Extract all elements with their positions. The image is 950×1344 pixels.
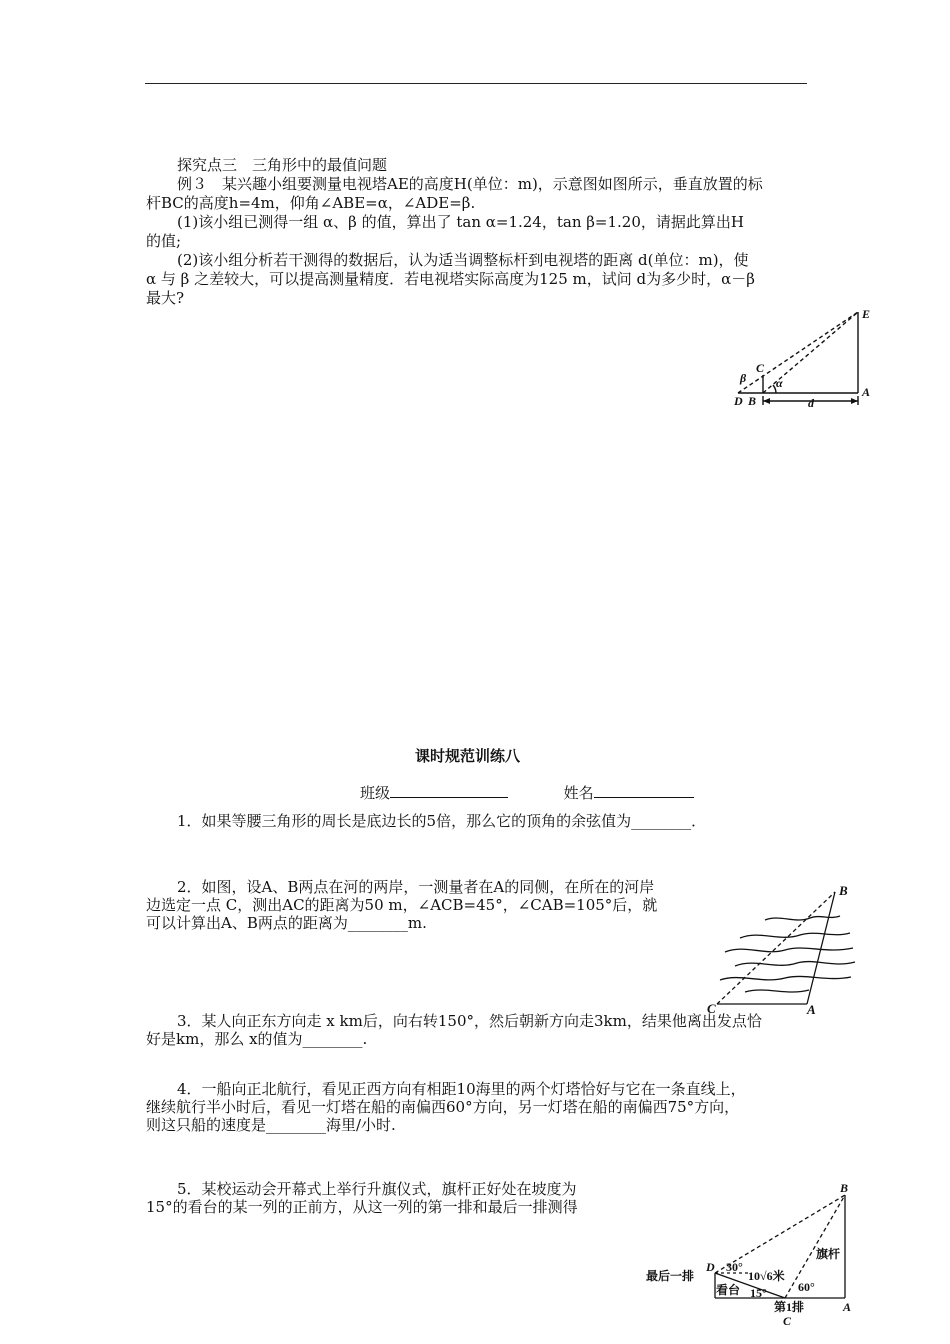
wave-3 (725, 948, 853, 952)
tower-figure (728, 300, 888, 410)
label-first-row: 第1排 (774, 1300, 805, 1314)
side-CB (717, 892, 835, 1004)
question2-line1: (2)该小组分析若干测得的数据后，认为适当调整标杆到电视塔的距离 d(单位：m)，使 (177, 251, 749, 269)
label-C: C (783, 1314, 792, 1328)
name-label: 姓名 (563, 784, 594, 802)
label-B: B (839, 883, 848, 898)
river-figure (705, 880, 865, 1015)
class-name-row (360, 783, 694, 803)
problem1: 1．如果等腰三角形的周长是底边长的5倍，那么它的顶角的余弦值为________． (177, 812, 707, 830)
label-angle60: 60° (798, 1280, 815, 1294)
class-label: 班级 (360, 784, 391, 802)
problem5-line1: 5．某校运动会开幕式上举行升旗仪式，旗杆正好处在坡度为 (177, 1180, 577, 1198)
problem3-line1: 3．某人向正东方向走 x km后，向右转150°，然后朝新方向走3km，结果他离出发点恰 (177, 1012, 762, 1030)
label-A: A (843, 1300, 852, 1314)
label-B: B (840, 1181, 849, 1195)
top-rule (145, 83, 807, 84)
label-B: B (748, 394, 757, 408)
label-angle15: 15° (750, 1286, 767, 1300)
question1-line1: (1)该小组已测得一组 α、β 的值，算出了 tan α=1.24，tan β=1.20，请据此算出H (177, 213, 744, 231)
label-beta: β (740, 371, 747, 385)
label-angle30: 30° (726, 1260, 743, 1274)
wave-6 (745, 990, 809, 992)
problem2-line2: 边选定一点 C，测出AC的距离为50 m，∠ACB=45°，∠CAB=105°后，就 (146, 896, 658, 914)
label-E: E (862, 307, 871, 321)
label-C: C (756, 361, 765, 375)
wave-5 (720, 976, 851, 980)
question2-line3: 最大? (146, 289, 185, 307)
problem5-line2: 15°的看台的某一列的正前方，从这一列的第一排和最后一排测得 (146, 1198, 578, 1216)
label-D: D (734, 394, 743, 408)
question2-line2: α 与 β 之差较大，可以提高测量精度．若电视塔实际高度为125 m，试问 d为多少时，α－β (146, 270, 755, 288)
label-A: A (807, 1002, 816, 1015)
example3-line2: 杆BC的高度h=4m，仰角∠ABE=α，∠ADE=β. (146, 194, 476, 212)
problem3-line2: 好是km，那么 x的值为________. (146, 1030, 368, 1048)
d-arrow-right (851, 398, 858, 404)
label-distance: 10√6米 (748, 1269, 785, 1283)
label-pole: 旗杆 (816, 1247, 841, 1261)
label-D: D (706, 1260, 715, 1274)
problem4-line3: 则这只船的速度是________海里/小时. (146, 1116, 396, 1134)
d-arrow-left (763, 398, 770, 404)
wave-2 (740, 933, 850, 938)
problem2-line1: 2．如图，设A、B两点在河的两岸，一测量者在A的同侧，在所在的河岸 (177, 878, 655, 896)
name-blank[interactable] (594, 783, 694, 798)
flagpole-figure (640, 1180, 870, 1330)
wave-4 (735, 962, 855, 966)
label-d: d (808, 396, 814, 410)
problem4-line2: 继续航行半小时后，看见一灯塔在船的南偏西60°方向，另一灯塔在船的南偏西75°方向， (146, 1098, 740, 1116)
label-C: C (707, 1001, 716, 1015)
label-stand: 看台 (716, 1283, 741, 1297)
sight-line-DE (738, 312, 858, 393)
label-alpha: α (776, 376, 783, 390)
training-title: 课时规范训练八 (415, 747, 521, 765)
class-blank[interactable] (390, 783, 508, 798)
problem4-line1: 4．一船向正北航行，看见正西方向有相距10海里的两个灯塔恰好与它在一条直线上， (177, 1080, 746, 1098)
question1-line2: 的值; (146, 232, 182, 250)
section-heading: 探究点三 三角形中的最值问题 (177, 156, 388, 174)
label-A: A (862, 385, 871, 399)
example3-line1: 例３ 某兴趣小组要测量电视塔AE的高度H(单位：m)，示意图如图所示，垂直放置的标 (177, 175, 763, 193)
label-last-row: 最后一排 (646, 1269, 695, 1283)
problem2-line3: 可以计算出A、B两点的距离为________m. (146, 914, 427, 932)
